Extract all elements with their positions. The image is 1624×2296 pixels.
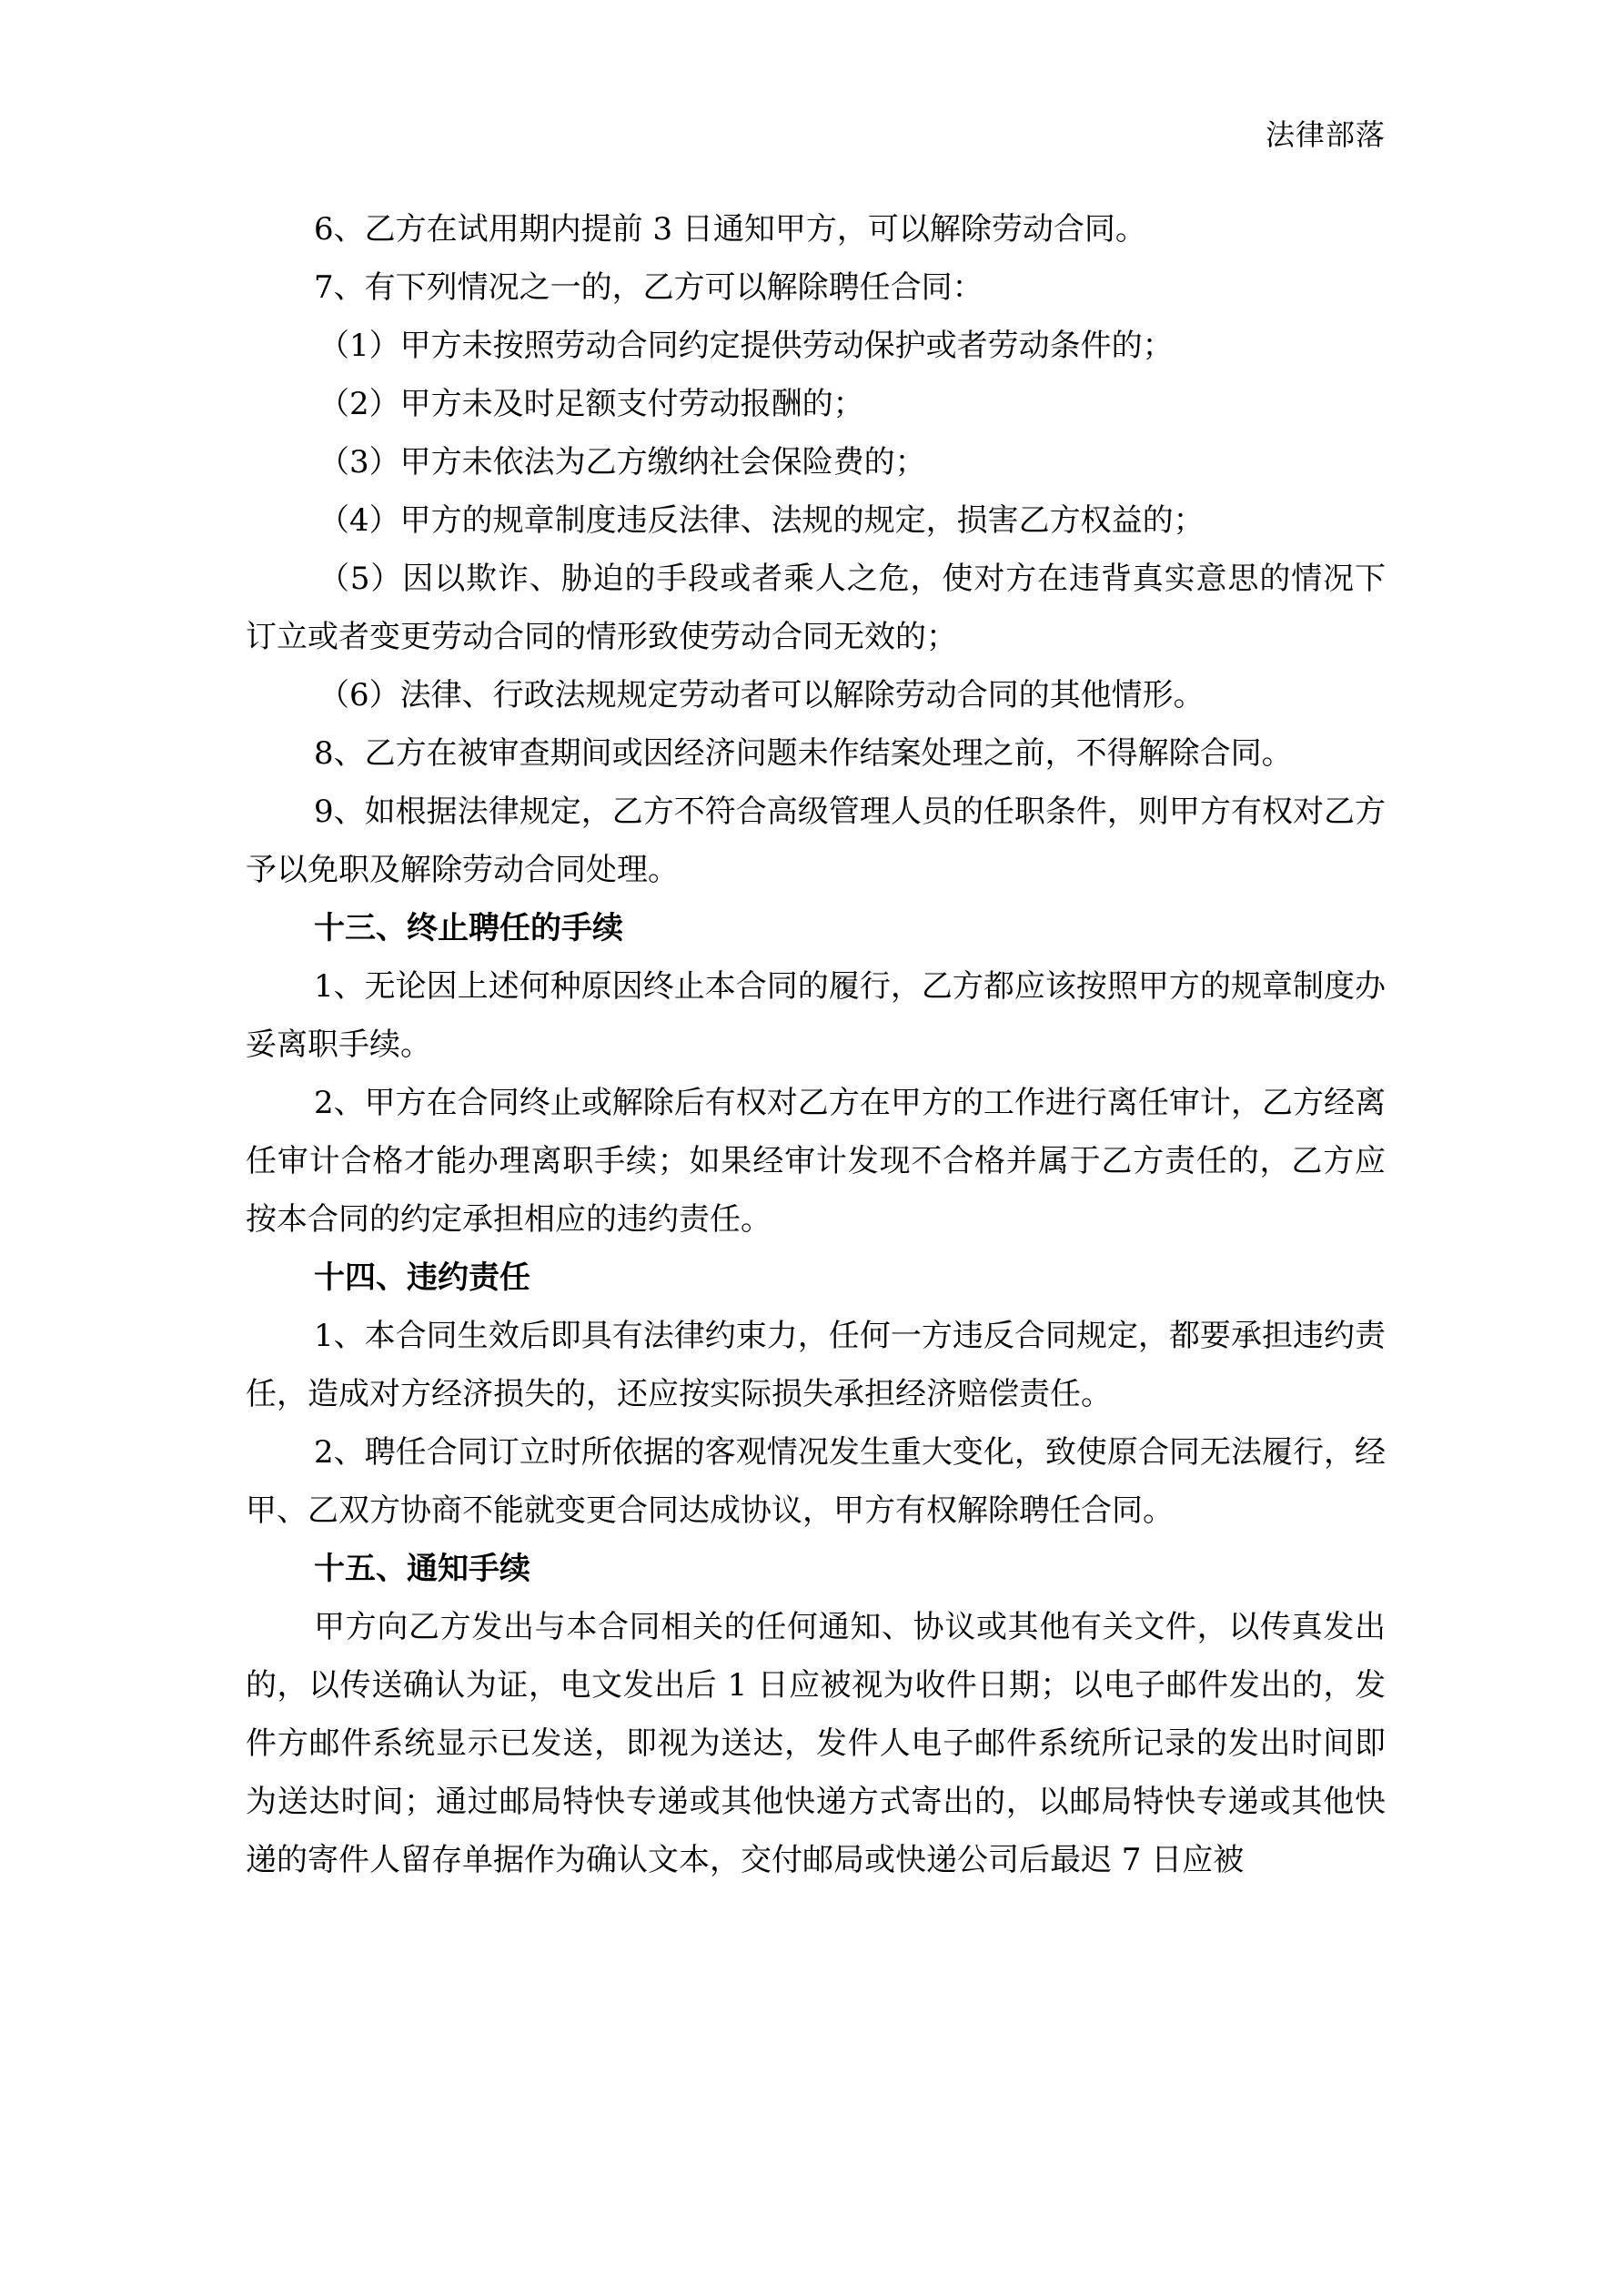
section-13-clause-1: 1、无论因上述何种原因终止本合同的履行，乙方都应该按照甲方的规章制度办妥离职手续。 <box>246 968 1386 1063</box>
clause-7-sub-1: （1）甲方未按照劳动合同约定提供劳动保护或者劳动条件的； <box>318 328 1174 364</box>
clause-7-sub-4: （4）甲方的规章制度违反法律、法规的规定，损害乙方权益的； <box>318 502 1205 539</box>
clause-6: 6、乙方在试用期内提前 3 日通知甲方，可以解除劳动合同。 <box>314 211 1146 248</box>
section-15-heading: 十五、通知手续 <box>314 1551 530 1587</box>
clause-7-sub-2: （2）甲方未及时足额支付劳动报酬的； <box>318 386 864 422</box>
section-13-clause-2: 2、甲方在合同终止或解除后有权对乙方在甲方的工作进行离任审计，乙方经离任审计合格才能办理离职手续；如果经审计发现不合格并属于乙方责任的，乙方应按本合同的约定承担相应的违约责任。 <box>246 1085 1386 1238</box>
page-header-brand: 法律部落 <box>1265 117 1386 152</box>
section-13-heading: 十三、终止聘任的手续 <box>314 910 623 946</box>
clause-7: 7、有下列情况之一的，乙方可以解除聘任合同： <box>314 269 983 306</box>
clause-7-sub-3: （3）甲方未依法为乙方缴纳社会保险费的； <box>318 444 926 480</box>
clause-7-sub-6: （6）法律、行政法规规定劳动者可以解除劳动合同的其他情形。 <box>318 677 1205 713</box>
document-body <box>246 200 1386 1889</box>
clause-8: 8、乙方在被审查期间或因经济问题未作结案处理之前，不得解除合同。 <box>314 735 1293 772</box>
clause-7-sub-5: （5）因以欺诈、胁迫的手段或者乘人之危，使对方在违背真实意思的情况下订立或者变更劳动合同的情形致使劳动合同无效的； <box>246 561 1386 655</box>
section-15-body: 甲方向乙方发出与本合同相关的任何通知、协议或其他有关文件，以传真发出的，以传送确认为证，电文发出后 1 日应被视为收件日期；以电子邮件发出的，发件方邮件系统显示已发送，即视为送达，发件人电子邮件系统所记录的发出时间即为送达时间；通过邮局特快专递或其他快递方式寄出的，以邮局特快专递或其他快递的寄件人留存单据作为确认文本，交付邮局或快递公司后最迟 7 日应被 <box>246 1609 1386 1878</box>
section-14-clause-1: 1、本合同生效后即具有法律约束力，任何一方违反合同规定，都要承担违约责任，造成对方经济损失的，还应按实际损失承担经济赔偿责任。 <box>246 1318 1386 1412</box>
clause-9: 9、如根据法律规定，乙方不符合高级管理人员的任职条件，则甲方有权对乙方予以免职及解除劳动合同处理。 <box>246 794 1386 888</box>
section-14-heading: 十四、违约责任 <box>314 1259 530 1296</box>
section-14-clause-2: 2、聘任合同订立时所依据的客观情况发生重大变化，致使原合同无法履行，经甲、乙双方协商不能就变更合同达成协议，甲方有权解除聘任合同。 <box>246 1434 1386 1529</box>
